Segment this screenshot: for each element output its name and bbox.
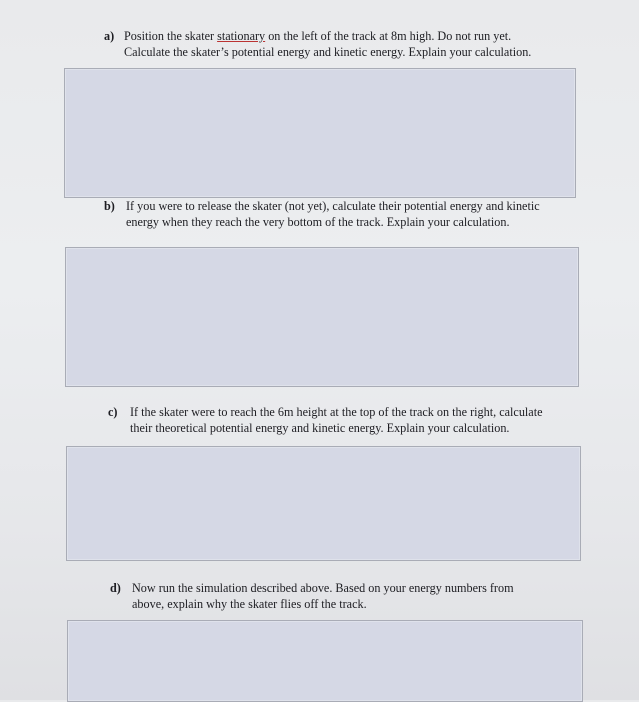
question-a xyxy=(104,29,624,61)
question-c-line2: their theoretical potential energy and kinetic energy. Explain your calculation. xyxy=(130,420,510,435)
question-a-underlined-word: stationary xyxy=(217,29,266,43)
question-c-label: c) xyxy=(108,405,118,419)
question-b-text xyxy=(126,199,540,230)
question-a-line1-post: on the left of the track at 8m high. Do not run yet. xyxy=(265,29,512,43)
question-a-line2: Calculate the skater’s potential energy and kinetic energy. Explain your calculation. xyxy=(124,44,532,59)
question-a-text xyxy=(124,29,531,60)
question-a-line1-pre: Position the skater xyxy=(124,29,218,43)
question-d-line1: Now run the simulation described above. Based on your energy numbers from xyxy=(132,581,514,595)
question-a-line1 xyxy=(124,29,531,45)
question-c xyxy=(108,405,628,437)
question-d-text xyxy=(132,581,514,612)
question-b-line2: energy when they reach the very bottom of the track. Explain your calculation. xyxy=(126,214,510,229)
question-c-line1: If the skater were to reach the 6m height at the top of the track on the right, calculate xyxy=(130,405,543,419)
answer-box-b[interactable] xyxy=(65,247,579,387)
question-d-line2: above, explain why the skater flies off the track. xyxy=(132,596,367,611)
question-b-label: b) xyxy=(104,199,115,213)
question-a-label: a) xyxy=(104,29,115,43)
question-d-label: d) xyxy=(110,581,121,595)
question-d xyxy=(110,581,630,613)
question-b-line1: If you were to release the skater (not yet), calculate their potential energy and kinetic xyxy=(126,199,540,213)
answer-box-d[interactable] xyxy=(67,620,583,702)
answer-box-a[interactable] xyxy=(64,68,576,198)
answer-box-c[interactable] xyxy=(66,446,581,561)
question-b xyxy=(104,199,624,231)
question-c-text xyxy=(130,405,543,436)
